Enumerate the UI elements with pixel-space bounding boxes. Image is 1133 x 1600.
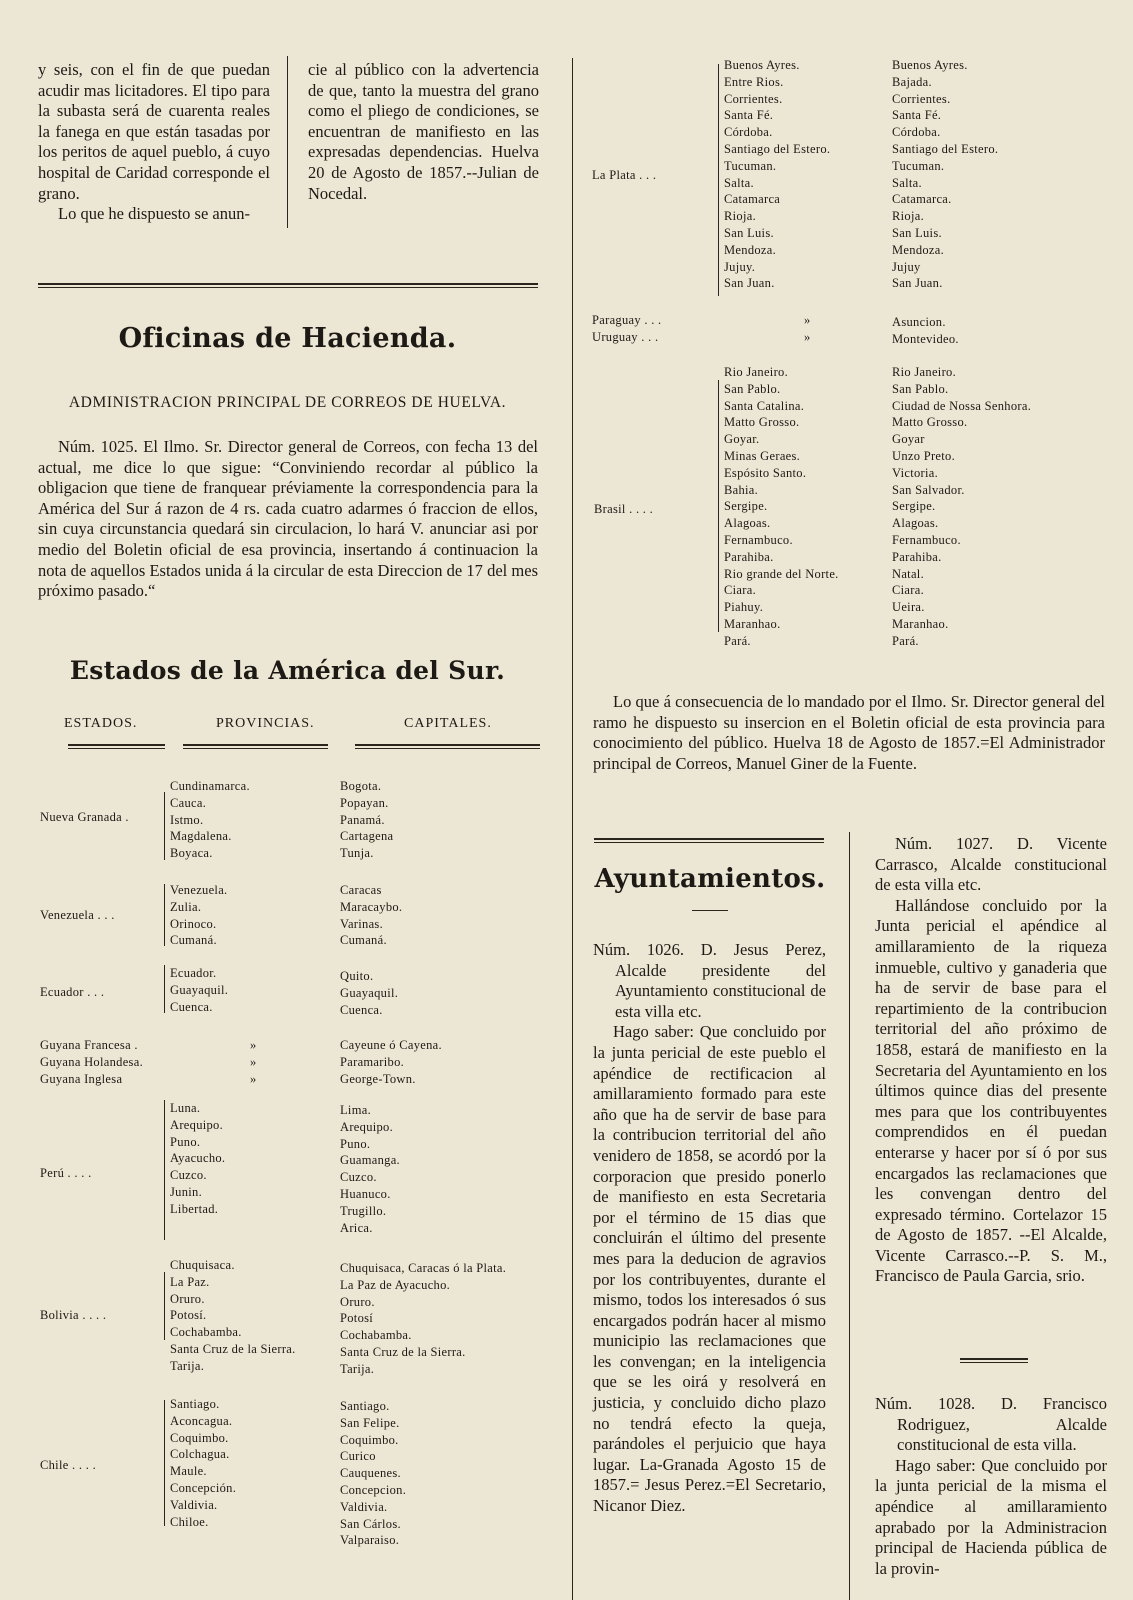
capital: Parahiba. [892,549,942,564]
province: Ayacucho. [170,1151,226,1166]
province: Istmo. [170,812,204,827]
province: Boyaca. [170,846,213,861]
capital: Unzo Preto. [892,448,956,463]
province: Chiloe. [170,1514,209,1529]
guyana-marks [250,1037,257,1087]
section-rule-top [38,283,538,288]
province: Maule. [170,1464,207,1479]
capital: Quito. [340,969,374,983]
province: San Pablo. [724,381,781,396]
capital: Cayeune ó Cayena. [340,1038,442,1052]
paraguay-uruguay-marks [804,312,811,346]
capital: Tunja. [340,846,374,861]
province: Luna. [170,1101,201,1115]
capital: Córdoba. [892,125,941,140]
column-header-capitales: CAPITALES. [404,716,492,731]
ditto-mark: » [804,329,811,344]
capital: Catamarca. [892,192,952,207]
capital: Matto Grosso. [892,415,968,430]
province: Junin. [170,1184,203,1199]
province: Parahiba. [724,549,774,564]
capitals-ecuador [340,968,398,1018]
state-ecuador: Ecuador . . . [40,985,105,999]
province: Guayaquil. [170,982,229,997]
province: Pará. [724,633,751,648]
capital: Rioja. [892,209,925,224]
estados-title: Estados de la América del Sur. [69,656,506,685]
province: Ciara. [724,583,756,598]
capital: San Luis. [892,225,942,240]
provinces-peru [170,1100,225,1218]
state-nueva-granada: Nueva Granada . [40,810,129,824]
section-rule-ayuntamientos [594,838,824,843]
province: San Luis. [724,225,774,240]
capital: Bogota. [340,779,382,793]
capital: Tucuman. [892,158,945,173]
capital: Alagoas. [892,516,939,531]
oficinas-body: Núm. 1025. El Ilmo. Sr. Director general de Correos, con fecha 13 del actual, me dice lo que sigue: “Conviniendo recordar al público la obligacion que tiene de franquear préviamente la correspondencia para la América del Sur á razon de 4 rs. cada cuatro adarmes ó fraccion de ellos, sin cuya circunstancia quedará sin circulacion, lo hará V. anunciar asi por medio del Boletin oficial de esa provincia, insertando á continuacion la nota de aquellos Estados unida á la circular de esta Direccion de 17 del mes próximo pasado.“ [38,437,538,601]
province: Catamarca [724,192,781,207]
provinces-chile [170,1396,236,1530]
capitals-guyanas [340,1037,442,1087]
provinces-venezuela [170,882,227,949]
province: Ecuador. [170,966,217,980]
oficinas-title: Oficinas de Hacienda. [118,323,457,354]
state-brasil: Brasil . . . . [594,502,654,516]
top-column-divider [287,56,288,228]
capital: Salta. [892,175,922,190]
capital: Ciara. [892,583,924,598]
capital: Victoria. [892,465,939,480]
provinces-nueva-granada [170,778,250,862]
brace-venezuela [164,884,165,946]
capital: Caracas [340,883,382,897]
brace-nueva-granada [164,792,165,860]
province: Cuzco. [170,1168,207,1183]
header-rule-provincias [183,744,328,749]
brace-la-plata [718,64,719,296]
provinces-ecuador [170,965,228,1015]
province: Fernambuco. [724,532,793,547]
capital: Santa Cruz de la Sierra. [340,1344,466,1359]
notice-divider-rule [960,1358,1028,1363]
capital: Puno. [340,1136,371,1151]
capital: San Pablo. [892,381,949,396]
province: Matto Grosso. [724,415,800,430]
province: Magdalena. [170,829,232,844]
capitals-la-plata [892,57,998,292]
capital: Cumaná. [340,933,387,948]
capitals-venezuela [340,882,402,949]
capital: La Paz de Ayacucho. [340,1277,451,1292]
province: Aconcagua. [170,1413,233,1428]
notice-1027-head: Núm. 1027. D. Vicente Carrasco, Alcalde constitucional de esta villa etc. [875,834,1107,895]
ayuntamientos-title: Ayuntamientos. [594,864,826,894]
capitals-nueva-granada [340,778,393,862]
province: Colchagua. [170,1447,230,1462]
capital: Arica. [340,1220,373,1235]
notice-1026-head: Núm. 1026. D. Jesus Perez, Alcalde presidente del Ayuntamiento constitucional de esta villa etc. [593,940,826,1021]
capital: Varinas. [340,916,384,931]
province: Tucuman. [724,158,777,173]
capital: Jujuy [892,259,921,274]
state-chile: Chile . . . . [40,1458,96,1472]
province: Minas Geraes. [724,448,801,463]
capital: Ueira. [892,600,925,615]
capital: San Juan. [892,276,943,291]
province: Corrientes. [724,91,783,106]
province: Santiago del Estero. [724,141,831,156]
capital: Cuenca. [340,1002,383,1017]
capital: Bajada. [892,74,932,89]
ditto-mark: » [804,313,811,327]
capital: Santiago del Estero. [892,141,999,156]
brace-brasil [718,380,719,632]
notice-1028 [875,1394,1107,1579]
province: Coquimbo. [170,1430,229,1445]
province: Santa Cruz de la Sierra. [170,1341,296,1356]
capital: Ciudad de Nossa Senhora. [892,398,1032,413]
province: Alagoas. [724,516,771,531]
province: Cauca. [170,795,207,810]
col1-top-paragraph: y seis, con el fin de que puedan acudir mas licitadores. El tipo para la subasta será de cuarenta reales la fanega en que están tasadas por los peritos de aquel pueblo, á cuyo hospital de Caridad corresponde el grano. [38,60,270,203]
province: Valdivia. [170,1497,218,1512]
capital: Valparaiso. [340,1533,400,1548]
province: Arequipo. [170,1117,224,1132]
column-header-provincias: PROVINCIAS. [216,716,315,731]
center-column-divider [572,58,573,1600]
notice-1028-body: Hago saber: Que concluido por la junta pericial de la misma el apéndice al amillaramiento aprabado por la Administracion principal de Hacienda pública de la provin- [875,1455,1107,1578]
capital: Cochabamba. [340,1328,412,1343]
capital: Popayan. [340,795,389,810]
province: Cuenca. [170,999,213,1014]
province: Rio Janeiro. [724,365,789,379]
capital: San Felipe. [340,1415,400,1430]
capital: Pará. [892,633,919,648]
province: Maranhao. [724,616,781,631]
capitals-brasil [892,364,1031,650]
capital: Cuzco. [340,1170,377,1185]
capital: Fernambuco. [892,532,961,547]
state-peru: Perú . . . . [40,1166,92,1180]
province: Puno. [170,1134,201,1149]
header-rule-capitales [355,744,540,749]
state-paraguay: Paraguay [592,313,641,327]
capital: Corrientes. [892,91,951,106]
notice-1027 [875,834,1107,1287]
capital: Santa Fé. [892,108,942,123]
capitals-chile [340,1398,406,1549]
capital: Paramaribo. [340,1054,405,1069]
province: Jujuy. [724,259,756,274]
province: Bahia. [724,482,759,497]
province: Buenos Ayres. [724,58,800,72]
notice-1027-body: Hallándose concluido por la Junta pericial el apéndice al amillaramiento de la riqueza inmueble, cultivo y ganaderia que ha de servir de base para el repartimiento de la contribucion territorial del año próximo de 1858, estará de manifiesto en la Secretaria del Ayuntamiento en los últimos quince dias del presente mes para que los contribuyentes comprendidos en él puedan enterarse y hacer por sí ó por sus encargados las reclamaciones que les convengan dentro del expresado término. Cortelazor 15 de Agosto de 1857. --El Alcalde, Vicente Carrasco.--P. S. M., Francisco de Paula Garcia, srio. [875,895,1107,1286]
province: Piahuy. [724,600,764,615]
capital: Cauquenes. [340,1466,401,1481]
province: Cundinamarca. [170,779,250,793]
notice-1028-head: Núm. 1028. D. Francisco Rodriguez, Alcalde constitucional de esta villa. [875,1394,1107,1455]
state-guyana-holandesa: Guyana Holandesa [40,1054,140,1069]
province: Concepción. [170,1480,237,1495]
states-paraguay-uruguay: Paraguay . . . Uruguay . . . [592,313,662,344]
province: Entre Rios. [724,74,784,89]
capital: Huanuco. [340,1186,391,1201]
provinces-la-plata [724,57,830,292]
right-column-divider [849,832,850,1600]
capital: Tarija. [340,1361,375,1376]
province: Zulia. [170,899,202,914]
capital: Natal. [892,566,924,581]
brace-bolivia [164,1272,165,1340]
capital: Guamanga. [340,1153,400,1168]
capital: Chuquisaca, Caracas ó la Plata. [340,1261,507,1275]
capitals-paraguay-uruguay [892,314,959,348]
col2-top-text [308,60,539,204]
province: Libertad. [170,1201,219,1216]
capital: Sergipe. [892,499,936,514]
state-la-plata: La Plata . . . [592,168,657,182]
capital: Coquimbo. [340,1432,399,1447]
capital: Rio Janeiro. [892,365,957,379]
capital: Lima. [340,1103,372,1117]
ditto-mark: » [250,1038,257,1052]
province: Orinoco. [170,916,217,931]
capital: Maranhao. [892,616,949,631]
capital: Arequipo. [340,1119,394,1134]
brace-peru [164,1100,165,1240]
province: San Juan. [724,276,775,291]
province: Cochabamba. [170,1325,242,1340]
ditto-mark: » [250,1054,257,1069]
capital: Buenos Ayres. [892,58,968,72]
province: Córdoba. [724,125,773,140]
provinces-bolivia [170,1257,296,1375]
capital: Trugillo. [340,1203,387,1218]
capital: George-Town. [340,1071,416,1086]
capital: Maracaybo. [340,899,403,914]
col1-top-tail: Lo que he dispuesto se anun- [58,204,250,224]
province: Cumaná. [170,933,217,948]
capitals-peru [340,1102,400,1236]
state-uruguay: Uruguay [592,329,638,344]
capital: San Salvador. [892,482,965,497]
state-venezuela: Venezuela . . . [40,908,115,922]
brace-ecuador [164,965,165,1013]
correos-closing: Lo que á consecuencia de lo mandado por el Ilmo. Sr. Director general del ramo he dispuesto su insercion en el Boletin oficial de esta provincia para conocimiento del público. Huelva 18 de Agosto de 1857.=El Administrador principal de Correos, Manuel Giner de la Fuente. [593,692,1105,773]
province: Venezuela. [170,883,228,897]
province: Goyar. [724,432,760,447]
province: Espósito Santo. [724,465,807,480]
header-rule-estados [68,744,165,749]
province: Rioja. [724,209,757,224]
capital: Mendoza. [892,242,945,257]
brace-chile [164,1400,165,1526]
province: Mendoza. [724,242,777,257]
province: Chuquisaca. [170,1258,235,1272]
capital: Cartagena [340,829,394,844]
province: Rio grande del Norte. [724,566,839,581]
capital: Curico [340,1449,376,1464]
capital: Montevideo. [892,331,959,346]
provinces-brasil [724,364,839,650]
state-bolivia: Bolivia . . . . [40,1308,107,1322]
col1-top-text [38,60,270,225]
province: Santiago. [170,1397,220,1411]
province: Potosí. [170,1308,207,1323]
states-guyanas: Guyana Francesa . Guyana Holandesa. Guyana Inglesa [40,1038,143,1086]
column-header-estados: ESTADOS. [64,716,138,731]
state-guyana-francesa: Guyana Francesa [40,1038,131,1052]
capital: Potosí [340,1311,374,1326]
oficinas-subtitle: ADMINISTRACION PRINCIPAL DE CORREOS DE HUELVA. [68,394,507,411]
capital: Oruro. [340,1294,375,1309]
state-guyana-inglesa: Guyana Inglesa [40,1071,123,1086]
province: Tarija. [170,1358,205,1373]
province: Oruro. [170,1291,205,1306]
capital: Santiago. [340,1399,390,1413]
title-underline [692,910,728,911]
capital: Panamá. [340,812,385,827]
col2-top-paragraph: cie al público con la advertencia de que, tanto la muestra del grano como el pliego de condiciones, se encuentran de manifiesto en las expresadas dependencias. Huelva 20 de Agosto de 1857.--Julian de Nocedal. [308,60,539,203]
province: Salta. [724,175,754,190]
province: La Paz. [170,1274,210,1289]
province: Santa Catalina. [724,398,805,413]
capital: Concepcion. [340,1482,407,1497]
capital: Guayaquil. [340,985,399,1000]
capital: Asuncion. [892,315,946,329]
capitals-bolivia [340,1260,506,1378]
capital: Valdivia. [340,1499,388,1514]
notice-1026-body: Hago saber: Que concluido por la junta pericial de este pueblo el apéndice de rectificacion al amillaramiento formado para este año que ha de servir de base para la contribucion territorial del año venidero de 1858, se acordó por la corporacion que presido ponerlo de manifiesto en esta Secretaria por el término de 15 dias que concluirán el último del presente mes para la deducion de agravios por los contribuyentes, durante el mismo, todos los interesados ó sus encargados podrán hacer al mismo municipio las reclamaciones que les convengan; en la inteligencia que se les oirá y resolverá en justicia, y concluido dicho plazo no tendrá efecto la queja, parándoles el perjuicio que haya lugar. La-Granada Agosto 15 de 1857.= Jesus Perez.=El Secretario, Nicanor Diez. [593,1022,826,1516]
notice-1026 [593,940,826,1517]
capital: Goyar [892,432,925,447]
capital: San Cárlos. [340,1516,401,1531]
province: Sergipe. [724,499,768,514]
ditto-mark: » [250,1071,257,1086]
province: Santa Fé. [724,108,774,123]
